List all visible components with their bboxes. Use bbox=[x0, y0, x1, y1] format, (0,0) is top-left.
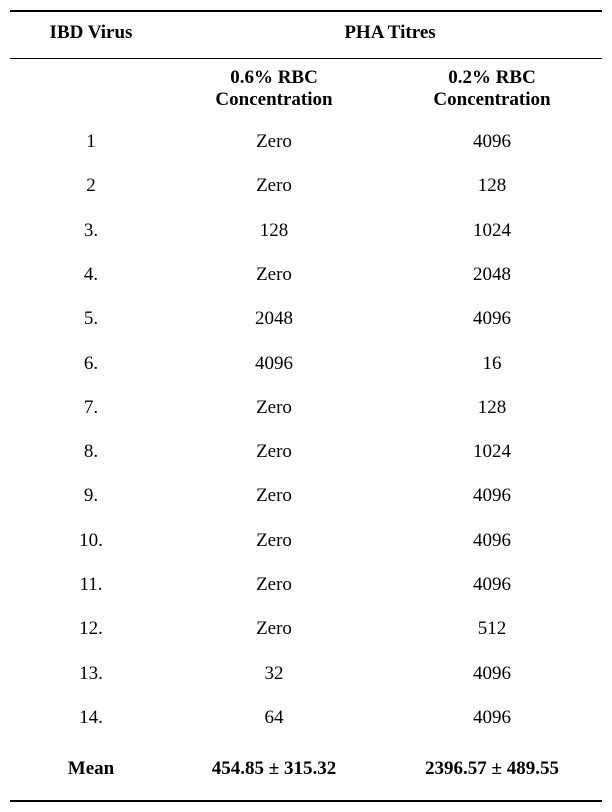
row-rbc-06: Zero bbox=[256, 441, 292, 462]
row-rbc-02: 4096 bbox=[473, 485, 511, 506]
mean-label: Mean bbox=[67, 758, 115, 779]
row-id: 14. bbox=[79, 707, 103, 728]
row-id: 6. bbox=[83, 353, 99, 374]
row-rbc-02: 4096 bbox=[473, 707, 511, 728]
header-virus: IBD Virus bbox=[49, 22, 133, 43]
row-rbc-06: 128 bbox=[259, 220, 289, 241]
row-rbc-02: 4096 bbox=[473, 308, 511, 329]
row-id: 9. bbox=[83, 485, 99, 506]
row-id: 13. bbox=[79, 663, 103, 684]
row-id: 4. bbox=[83, 264, 99, 285]
row-rbc-02: 2048 bbox=[473, 264, 511, 285]
row-rbc-02: 1024 bbox=[473, 220, 511, 241]
row-id: 5. bbox=[83, 308, 99, 329]
row-id: 10. bbox=[79, 530, 103, 551]
row-rbc-06: Zero bbox=[256, 485, 292, 506]
row-rbc-06: 32 bbox=[264, 663, 284, 684]
header-rbc-02-line1: 0.2% RBC bbox=[448, 67, 536, 88]
row-id: 11. bbox=[79, 574, 103, 595]
row-rbc-06: 64 bbox=[264, 707, 284, 728]
row-rbc-02: 128 bbox=[477, 175, 507, 196]
row-rbc-06: Zero bbox=[256, 618, 292, 639]
row-id: 3. bbox=[83, 220, 99, 241]
header-rbc-02 bbox=[402, 67, 582, 111]
row-id: 1 bbox=[86, 131, 96, 152]
header-rbc-06-line1: 0.6% RBC bbox=[230, 67, 318, 88]
row-id: 7. bbox=[83, 397, 99, 418]
row-rbc-02: 4096 bbox=[473, 131, 511, 152]
header-rule bbox=[10, 58, 602, 59]
row-rbc-06: Zero bbox=[256, 574, 292, 595]
row-rbc-02: 16 bbox=[482, 353, 502, 374]
row-rbc-06: 4096 bbox=[255, 353, 293, 374]
row-rbc-06: 2048 bbox=[255, 308, 293, 329]
row-rbc-06: Zero bbox=[256, 175, 292, 196]
row-rbc-02: 4096 bbox=[473, 574, 511, 595]
row-id: 2 bbox=[86, 175, 96, 196]
row-rbc-02: 4096 bbox=[473, 663, 511, 684]
header-rbc-02-line2: Concentration bbox=[433, 89, 551, 110]
row-rbc-06: Zero bbox=[256, 397, 292, 418]
row-rbc-02: 4096 bbox=[473, 530, 511, 551]
row-rbc-02: 1024 bbox=[473, 441, 511, 462]
mean-rbc-06: 454.85 ± 315.32 bbox=[211, 758, 337, 779]
row-rbc-06: Zero bbox=[256, 131, 292, 152]
row-rbc-02: 128 bbox=[477, 397, 507, 418]
row-id: 12. bbox=[79, 618, 103, 639]
header-pha-titres: PHA Titres bbox=[344, 22, 436, 43]
bottom-rule bbox=[10, 800, 602, 802]
row-id: 8. bbox=[83, 441, 99, 462]
top-rule bbox=[10, 10, 602, 12]
row-rbc-06: Zero bbox=[256, 530, 292, 551]
header-rbc-06 bbox=[184, 67, 364, 111]
row-rbc-06: Zero bbox=[256, 264, 292, 285]
row-rbc-02: 512 bbox=[477, 618, 507, 639]
header-rbc-06-line2: Concentration bbox=[215, 89, 333, 110]
mean-rbc-02: 2396.57 ± 489.55 bbox=[425, 758, 559, 779]
